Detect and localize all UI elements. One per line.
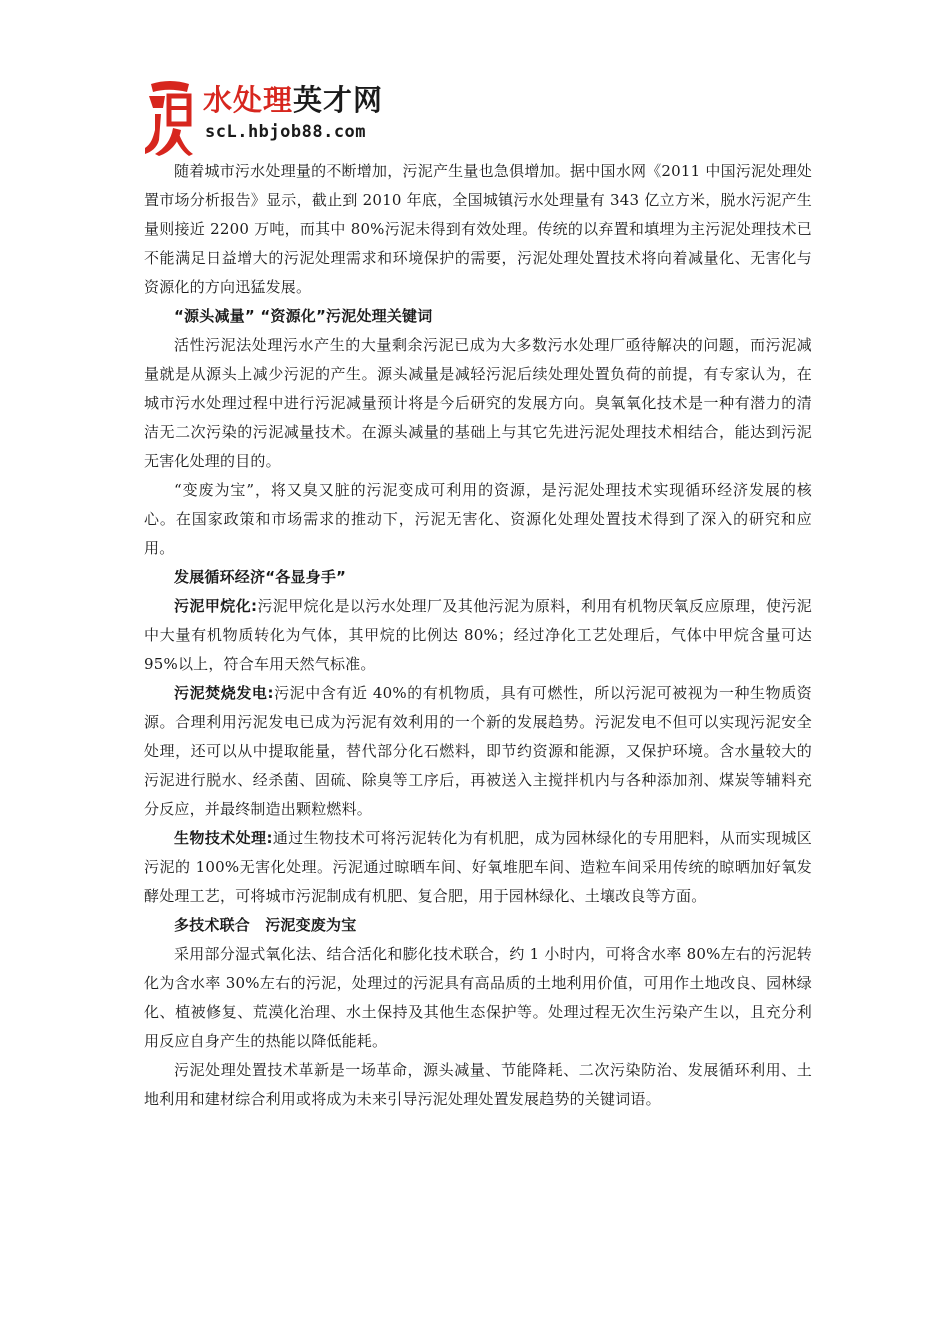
text-methanation: 污泥甲烷化是以污水处理厂及其他污泥为原料，利用有机物厌氧反应原理，使污泥中大量有机物质转化为气体，其甲烷的比例达 80%；经过净化工艺处理后，气体中甲烷含量可达 95%以上，符合车用天然气标准。 [144,597,812,673]
text-incineration: 污泥中含有近 40%的有机物质，具有可燃性，所以污泥可被视为一种生物质资源。合理利用污泥发电已成为污泥有效利用的一个新的发展趋势。污泥发电不但可以实现污泥安全处理，还可以从中提取能量，替代部分化石燃料，即节约资源和能源，又保护环境。含水量较大的污泥进行脱水、经杀菌、固硫、除臭等工序后，再被送入主搅拌机内与各种添加剂、煤炭等辅料充分反应，并最终制造出颗粒燃料。 [144,684,813,818]
section-heading-circular-economy: 发展循环经济“各显身手” [174,568,347,586]
paragraph-intro: 随着城市污水处理量的不断增加，污泥产生量也急俱增加。据中国水网《2011 中国污泥处理处置市场分析报告》显示，截止到 2010 年底，全国城镇污水处理量有 343 亿立方米，脱水污泥产生量则接近 2200 万吨，而其中 80%污泥未得到有效处理。传统的以弃置和填埋为主污泥处理技术已不能满足日益增大的污泥处理需求和环境保护的需要，污泥处理处置技术将向着减量化、无害化与资源化的方向迅猛发展。 [144,162,812,296]
paragraph-waste-to-treasure: “变废为宝”，将又臭又脏的污泥变成可利用的资源，是污泥处理技术实现循环经济发展的核心。在国家政策和市场需求的推动下，污泥无害化、资源化处理处置技术得到了深入的研究和应用。 [144,481,812,557]
lead-methanation: 污泥甲烷化: [174,597,258,615]
site-name-part1: 水处理 [203,83,294,117]
article-body [144,157,812,1114]
lead-biotech: 生物技术处理: [174,829,273,847]
paragraph-incineration [144,679,812,824]
paragraph-multi-tech: 采用部分湿式氧化法、结合活化和膨化技术联合，约 1 小时内，可将含水率 80%左右的污泥转化为含水率 30%左右的污泥，处理过的污泥具有高品质的土地利用价值，可用作土地改良、园林绿化、植被修复、荒漠化治理、水土保持及其他生态保护等。处理过程无次生污染产生以，且充分利用反应自身产生的热能以降低能耗。 [144,945,812,1050]
section-heading-multi-tech: 多技术联合 污泥变废为宝 [174,916,357,934]
section-heading-source-reduction: “源头减量” “资源化”污泥处理关键词 [174,307,433,325]
paragraph-conclusion: 污泥处理处置技术革新是一场革命，源头减量、节能降耗、二次污染防治、发展循环利用、土地利用和建材综合利用或将成为未来引导污泥处理处置发展趋势的关键词语。 [144,1061,812,1108]
text-biotech: 通过生物技术可将污泥转化为有机肥，成为园林绿化的专用肥料，从而实现城区污泥的 100%无害化处理。污泥通过晾晒车间、好氧堆肥车间、造粒车间采用传统的晾晒加好氧发酵处理工艺，可将城市污泥制成有机肥、复合肥，用于园林绿化、土壤改良等方面。 [144,829,812,905]
paragraph-biotech [144,824,812,911]
paragraph-source-reduction: 活性污泥法处理污水产生的大量剩余污泥已成为大多数污水处理厂亟待解决的问题，而污泥减量就是从源头上减少污泥的产生。源头减量是减轻污泥后续处理处置负荷的前提，有专家认为，在城市污水处理过程中进行污泥减量预计将是今后研究的发展方向。臭氧氧化技术是一种有潜力的清洁无二次污染的污泥减量技术。在源头减量的基础上与其它先进污泥处理技术相结合，能达到污泥无害化处理的目的。 [144,336,812,470]
site-url[interactable]: scL.hbjob88.com [205,122,367,142]
site-name [203,82,383,118]
logo-mark-icon [143,78,195,158]
site-name-part2: 英才网 [293,83,384,117]
lead-incineration: 污泥焚烧发电: [174,684,274,702]
paragraph-methanation [144,592,812,679]
site-logo[interactable] [143,78,403,158]
